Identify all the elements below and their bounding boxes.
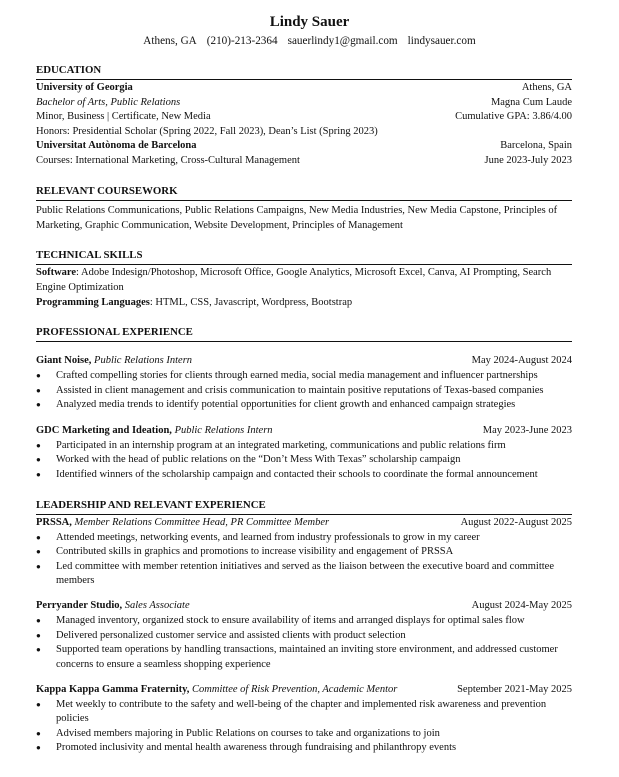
job-bullets bbox=[36, 369, 572, 413]
section-heading-experience: PROFESSIONAL EXPERIENCE bbox=[36, 325, 572, 342]
list-item: ● Managed inventory, organized stock to ensure availability of items and arranged displays for optimal sales flow bbox=[36, 614, 572, 629]
skills-prog-list: : HTML, CSS, Javascript, Wordpress, Bootstrap bbox=[149, 296, 353, 308]
resume-name: Lindy Sauer bbox=[269, 14, 350, 30]
edu-uab-dates: June 2023-July 2023 bbox=[484, 154, 572, 166]
contact-phone: (210)-213-2364 bbox=[206, 35, 278, 47]
role-dates: September 2021-May 2025 bbox=[457, 684, 572, 695]
edu-uab-courses: Courses: International Marketing, Cross-Cultural Management bbox=[36, 154, 300, 166]
list-item: ● Crafted compelling stories for clients through earned media, social media management and influencer partnerships bbox=[36, 369, 572, 384]
job-role: Public Relations Intern bbox=[174, 425, 273, 436]
job-bullets bbox=[36, 439, 572, 483]
role-header bbox=[36, 599, 572, 613]
list-item: ● Analyzed media trends to identify potential opportunities for client growth and enhanced campaign strategies bbox=[36, 398, 572, 413]
role-dates: August 2024-May 2025 bbox=[471, 600, 572, 611]
edu-uga-minor: Minor, Business | Certificate, New Media bbox=[36, 111, 211, 122]
edu-uga-latin-honor: Magna Cum Laude bbox=[490, 96, 572, 108]
edu-uab-school: Universitat Autònoma de Barcelona bbox=[36, 140, 197, 151]
skills-heading-text: TECHNICAL SKILLS bbox=[36, 249, 143, 261]
edu-uab-courses-row bbox=[36, 154, 572, 168]
contact-location: Athens, GA bbox=[143, 35, 197, 47]
skills-software-label: Software bbox=[36, 267, 77, 278]
section-heading-leadership: LEADERSHIP AND RELEVANT EXPERIENCE bbox=[36, 498, 572, 515]
job-role: Public Relations Intern bbox=[94, 355, 193, 366]
edu-uga-row bbox=[36, 81, 572, 95]
list-item: ● Assisted in client management and crisis communication to maintain positive reputations of Texas-based companies bbox=[36, 384, 572, 399]
role-dates: August 2022-August 2025 bbox=[460, 517, 572, 528]
job-header bbox=[36, 354, 572, 368]
skills-software-list: : Adobe Indesign/Photoshop, Microsoft Office, Google Analytics, Microsoft Excel, Canva, AI Prompting, Search Engine Optimization bbox=[36, 267, 552, 293]
edu-uga-school: University of Georgia bbox=[36, 82, 133, 93]
coursework-text: Public Relations Communications, Public Relations Campaigns, New Media Industries, New Media Capstone, Principles of Marketing, Graphic Communication, Website Development, Principles of Management bbox=[36, 205, 558, 231]
role-header bbox=[36, 683, 572, 697]
list-item: ● Attended meetings, networking events, and learned from industry professionals to grow in my career bbox=[36, 531, 572, 546]
list-item: ● Supported team operations by handling transactions, maintained an inviting store environment, and addressed customer concerns to ensure a seamless shopping experience bbox=[36, 643, 572, 672]
edu-uab-location: Barcelona, Spain bbox=[500, 140, 572, 151]
list-item: ● Advised members majoring in Public Relations on courses to take and organizations to join bbox=[36, 727, 572, 742]
edu-uga-minor-row bbox=[36, 110, 572, 124]
contact-line bbox=[0, 35, 619, 47]
job-org: Giant Noise, bbox=[36, 355, 92, 366]
edu-uga-location: Athens, GA bbox=[521, 82, 572, 93]
list-item: ● Delivered personalized customer service and assisted clients with product selection bbox=[36, 629, 572, 644]
list-item: ● Identified winners of the scholarship campaign and contacted their schools to coordinate the formal announcement bbox=[36, 468, 572, 483]
list-item: ● Led committee with member retention initiatives and served as the liaison between the executive board and committee members bbox=[36, 560, 572, 589]
job-org: GDC Marketing and Ideation, bbox=[36, 425, 172, 436]
contact-website[interactable]: lindysauer.com bbox=[407, 35, 476, 47]
skills-programming bbox=[36, 295, 576, 310]
list-item: ● Worked with the head of public relations on the “Don’t Mess With Texas” scholarship campaign bbox=[36, 453, 572, 468]
role-bullets bbox=[36, 614, 572, 672]
list-item: ● Participated in an internship program at an integrated marketing, communications and public relations firm bbox=[36, 439, 572, 454]
role-header bbox=[36, 516, 572, 530]
job-dates: May 2023-June 2023 bbox=[482, 425, 572, 436]
skills-software bbox=[36, 265, 576, 295]
role-org: Perryander Studio, bbox=[36, 600, 123, 611]
edu-uga-degree-row bbox=[36, 96, 572, 110]
list-item: ● Promoted inclusivity and mental health awareness through fundraising and philanthropy events bbox=[36, 741, 572, 756]
section-heading-coursework: RELEVANT COURSEWORK bbox=[36, 184, 572, 201]
edu-uab-row bbox=[36, 139, 572, 153]
role-title: Sales Associate bbox=[124, 600, 190, 611]
edu-uga-honors: Honors: Presidential Scholar (Spring 2022, Fall 2023), Dean’s List (Spring 2023) bbox=[36, 125, 378, 137]
role-org: PRSSA, bbox=[36, 517, 72, 528]
edu-uga-degree: Bachelor of Arts, Public Relations bbox=[36, 96, 181, 108]
job-header bbox=[36, 424, 572, 438]
role-bullets bbox=[36, 531, 572, 589]
section-heading-education: EDUCATION bbox=[36, 63, 572, 80]
edu-uga-gpa: Cumulative GPA: 3.86/4.00 bbox=[455, 111, 572, 122]
role-title: Committee of Risk Prevention, Academic Mentor bbox=[192, 684, 398, 695]
section-heading-skills bbox=[36, 248, 572, 265]
role-title: Member Relations Committee Head, PR Committee Member bbox=[74, 517, 330, 528]
list-item: ● Contributed skills in graphics and promotions to increase visibility and engagement of PRSSA bbox=[36, 545, 572, 560]
list-item: ● Met weekly to contribute to the safety and well-being of the chapter and implemented risk awareness and prevention policies bbox=[36, 698, 572, 727]
skills-prog-label: Programming Languages bbox=[36, 296, 150, 308]
role-bullets bbox=[36, 698, 572, 756]
role-org: Kappa Kappa Gamma Fraternity, bbox=[36, 684, 190, 695]
job-dates: May 2024-August 2024 bbox=[471, 355, 572, 366]
contact-email[interactable]: sauerlindy1@gmail.com bbox=[287, 35, 398, 47]
